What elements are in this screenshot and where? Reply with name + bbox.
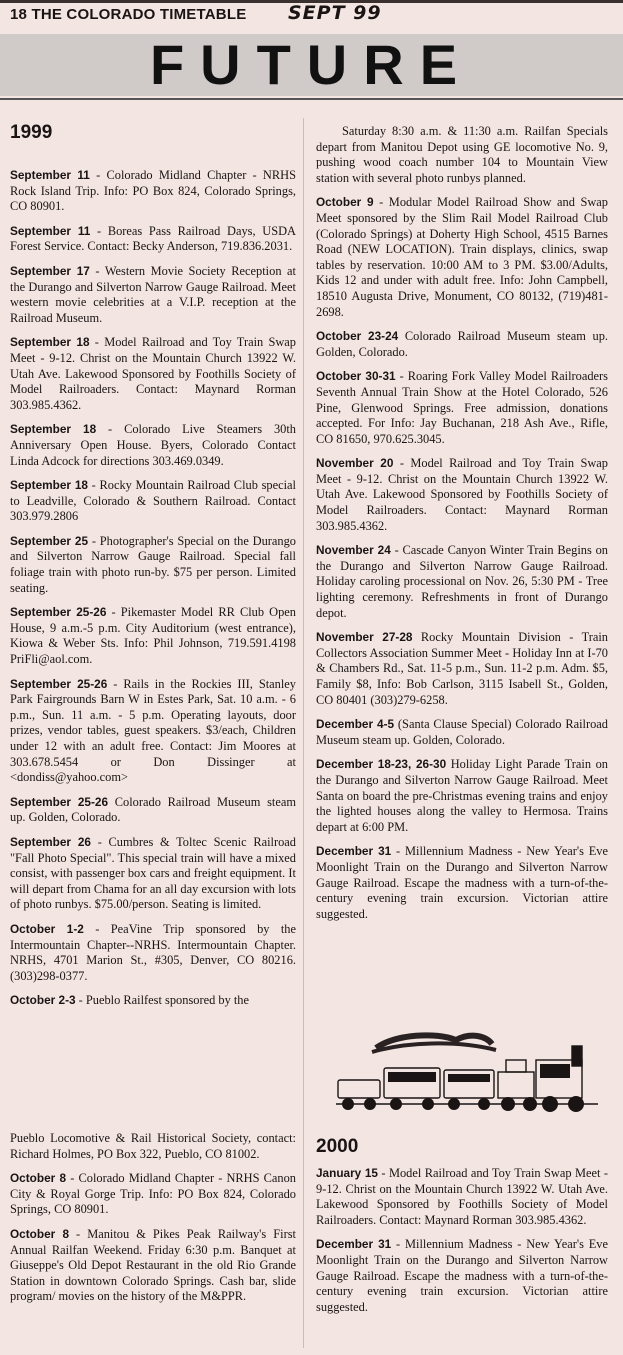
event-list (316, 124, 608, 922)
event-date: September 18 (10, 478, 88, 493)
event-date: November 20 (316, 456, 394, 471)
event-description: Pueblo Locomotive & Rail Historical Society, contact: Richard Holmes, PO Box 322, Pueblo, CO 81002. (10, 1131, 296, 1161)
event-entry (10, 1227, 296, 1305)
event-description: - Model Railroad and Toy Train Swap Meet - 9-12. Christ on the Mountain Church 13922 W. Utah Ave. Lakewood Sponsored by Foothills Society of Model Railroaders. Contact: Maynard Rorman 303.985.4362. (316, 1166, 608, 1227)
event-list (316, 1166, 608, 1315)
steam-train-icon (336, 1030, 598, 1120)
year-heading-2000: 2000 (316, 1136, 359, 1157)
event-description: - Pikemaster Model RR Club Open House, 9 a.m.-5 p.m. City Auditorium (west entrance), Kiowa & Weber Sts. Info: Phil Johnson, 719.591.4198 PriFli@aol.com. (10, 605, 296, 667)
event-entry (316, 1237, 608, 1315)
column-divider (303, 118, 304, 1348)
event-date: December 4-5 (316, 717, 395, 732)
event-entry (10, 534, 296, 596)
event-description: - Model Railroad and Toy Train Swap Meet - 9-12. Christ on the Mountain Church 13922 W. Utah Ave. Lakewood Sponsored by Foothills Society of Model Railroaders. Contact: Maynard Rorman 303.985.4362. (316, 456, 608, 533)
event-date: December 18-23, 26-30 (316, 757, 447, 772)
event-entry (10, 605, 296, 667)
event-entry (10, 264, 296, 326)
event-entry (316, 369, 608, 447)
event-list (10, 1131, 296, 1305)
event-date: October 8 (10, 1171, 67, 1186)
event-date: October 1-2 (10, 921, 84, 936)
right-column (316, 124, 608, 931)
event-list (10, 168, 296, 1009)
year-heading-1999: 1999 (10, 122, 53, 143)
event-date: October 30-31 (316, 369, 396, 384)
event-date: October 23-24 (316, 329, 399, 344)
event-description: - Rails in the Rockies III, Stanley Park Fairgrounds Barn W in Estes Park, Sat. 10 a.m. - 6 p.m., Sun. 11 a.m. - 5 p.m. Operating layouts, door prizes, vendor tables, guest speakers. $3/each, Children under 12 with an adult free. Contact: Jim Moores at 303.678.5454 or Don Dissinger at <dondiss@yahoo.com> (10, 676, 296, 785)
event-description: - Millennium Madness - New Year's Eve Moonlight Train on the Durango and Silverton Narrow Gauge Railroad. Escape the madness with a turn-of-the-century evening train excursion. Victorian attire suggested. (316, 844, 608, 921)
event-entry (316, 1166, 608, 1228)
event-description: (Santa Clause Special) Colorado Railroad Museum steam up. Golden, Colorado. (316, 717, 608, 747)
right-column-2000 (316, 1136, 608, 1324)
event-date: December 31 (316, 844, 392, 859)
title-rule (0, 98, 623, 100)
event-date: September 25-26 (10, 605, 107, 620)
event-date: September 25-26 (10, 794, 109, 809)
event-description: - Photographer's Special on the Durango and Silverton Narrow Gauge Railroad. Special fall foliage train with photo run-by. $75 per person. Limited seating. (10, 533, 296, 595)
event-description: Holiday Light Parade Train on the Durango and Silverton Narrow Gauge Railroad. Meet Santa on board the pre-Christmas evening trains and enjoy the lighted houses along the valley to Hermosa. Trains depart at 6:00 PM. (316, 757, 608, 834)
event-date: September 11 (10, 223, 91, 238)
event-description: - Pueblo Railfest sponsored by the (75, 993, 250, 1008)
event-entry (10, 478, 296, 525)
event-entry (10, 1131, 296, 1162)
event-entry (316, 844, 608, 922)
event-entry (316, 543, 608, 621)
event-description: - Cumbres & Toltec Scenic Railroad "Fall Photo Special". This special train will have a mixed consist, with passenger box cars and freight equipment. It will depart from Chama for an all day excursion with lots of photo runbys. $75.00/person. Seating is limited. (10, 834, 296, 912)
event-description: - Colorado Midland Chapter - NRHS Rock Island Trip. Info: PO Box 824, Colorado Springs, CO 80901. (10, 168, 296, 214)
event-description: - Cascade Canyon Winter Train Begins on the Durango and Silverton Narrow Gauge Railroad. Holiday caroling processional on Nov. 26, 5:30 PM - Tree lighting ceremony. Refreshments in front of Durango depot. (316, 543, 608, 620)
event-entry (316, 456, 608, 534)
event-date: November 24 (316, 543, 391, 558)
event-date: September 18 (10, 335, 90, 350)
event-description: - Colorado Midland Chapter - NRHS Canon City & Royal Gorge Trip. Info: PO Box 824, Colorado Springs, CO 80901. (10, 1171, 296, 1217)
event-date: September 25-26 (10, 676, 108, 691)
handwritten-date: SEPT 99 (288, 2, 382, 24)
event-entry (10, 922, 296, 984)
event-date: November 27-28 (316, 630, 413, 645)
publication-header: 18 THE COLORADO TIMETABLE (10, 6, 247, 23)
event-description: - Western Movie Society Reception at the Durango and Silverton Narrow Gauge Railroad. Meet western movie celebrities at a V.I.P. reception at the Railroad Museum. (10, 263, 297, 325)
event-entry (10, 835, 296, 913)
event-date: October 8 (10, 1226, 70, 1241)
event-date: October 2-3 (10, 993, 76, 1008)
event-description: Rocky Mountain Division - Train Collectors Association Summer Meet - Holiday Inn at I-70 & Chambers Rd., Sat. 11-5 p.m., Sun. 11-2 p.m. Adm. $5, Family $8, Info: Bob Carlson, 3115 Isabell St., Golden, CO 80401 (303)279-6258. (316, 630, 608, 707)
event-description: Colorado Railroad Museum steam up. Golden, Colorado. (316, 329, 608, 359)
event-entry (316, 124, 608, 186)
event-entry (316, 329, 608, 360)
event-description: Colorado Railroad Museum steam up. Golden, Colorado. (10, 794, 296, 825)
event-entry (316, 717, 608, 748)
event-description: - Rocky Mountain Railroad Club special to Leadville, Colorado & Southern Railroad. Contact 303.979.2806 (10, 478, 296, 524)
event-description: - Colorado Live Steamers 30th Anniversary Open House. Byers, Colorado Contact Linda Adcock for directions 303.469.0349. (10, 422, 296, 468)
event-description: - Millennium Madness - New Year's Eve Moonlight Train on the Durango and Silverton Narrow Gauge Railroad. Escape the madness with a turn-of-the-century evening train excursion. Victorian attire suggested. (316, 1237, 608, 1314)
event-date: September 26 (10, 834, 91, 849)
event-date: September 11 (10, 168, 90, 182)
event-date: October 9 (316, 195, 374, 210)
event-entry (10, 795, 296, 826)
event-entry (10, 168, 296, 215)
event-description: - Manitou & Pikes Peak Railway's First Annual Railfan Weekend. Friday 6:30 p.m. Banquet at Giuseppe's Old Depot Restaurant in the old Rio Grande Station in downtown Colorado Springs. Cash bar, slide program/ movies on the history of the M&PPR. (10, 1226, 296, 1304)
event-description: - Boreas Pass Railroad Days, USDA Forest Service. Contact: Becky Anderson, 719.836.2031. (10, 223, 296, 254)
event-date: September 25 (10, 533, 89, 548)
left-column (10, 122, 296, 1018)
event-date: September 17 (10, 263, 90, 278)
event-entry (316, 757, 608, 835)
event-description: Saturday 8:30 a.m. & 11:30 a.m. Railfan Specials depart from Manitou Depot using GE locomotive No. 9, pushing wood coach number 104 to Mountain View station with several photo runbys planned. (316, 124, 608, 185)
event-entry (10, 224, 296, 255)
section-title: FUTURE (0, 34, 623, 96)
event-date: December 31 (316, 1237, 392, 1252)
event-description: - Roaring Fork Valley Model Railroaders Seventh Annual Train Show at the Hotel Colorado, 526 Pine, Glenwood Springs. Free admission, donations accepted. For Info: Jay Buchanan, 218 Ash Ave., Rifle, CO 81650, 970.625.3045. (316, 369, 608, 446)
event-entry (10, 993, 296, 1009)
event-entry (316, 630, 608, 708)
event-entry (10, 677, 296, 786)
event-entry (316, 195, 608, 320)
left-column-continued (10, 1131, 296, 1314)
event-description: - PeaVine Trip sponsored by the Intermountain Chapter--NRHS. Intermountain Chapter. NRHS, 4701 Marion St., #305, Denver, CO 80216. (303)298-0377. (10, 921, 297, 983)
event-description: - Model Railroad and Toy Train Swap Meet - 9-12. Christ on the Mountain Church 13922 W. Utah Ave. Lakewood Sponsored by Foothills Society of Model Railroaders. Contact: Maynard Rorman 303.985.4362. (10, 335, 297, 412)
event-entry (10, 1171, 296, 1218)
event-entry (10, 422, 296, 469)
event-description: - Modular Model Railroad Show and Swap Meet sponsored by the Slim Rail Model Railroad Club (Colorado Springs) at Doherty High School, 4515 Barnes Road (NEW LOCATION). Train displays, clinics, swap tables by reservation. 10:00 AM to 3 PM. $3.00/Adults, Kids 12 and under with adult free. Info: John Campbell, 18510 Augusta Drive, Monument, CO 80132, (719)481-2698. (316, 195, 608, 319)
event-date: January 15 (316, 1166, 378, 1180)
event-entry (10, 335, 296, 413)
event-date: September 18 (10, 422, 97, 437)
